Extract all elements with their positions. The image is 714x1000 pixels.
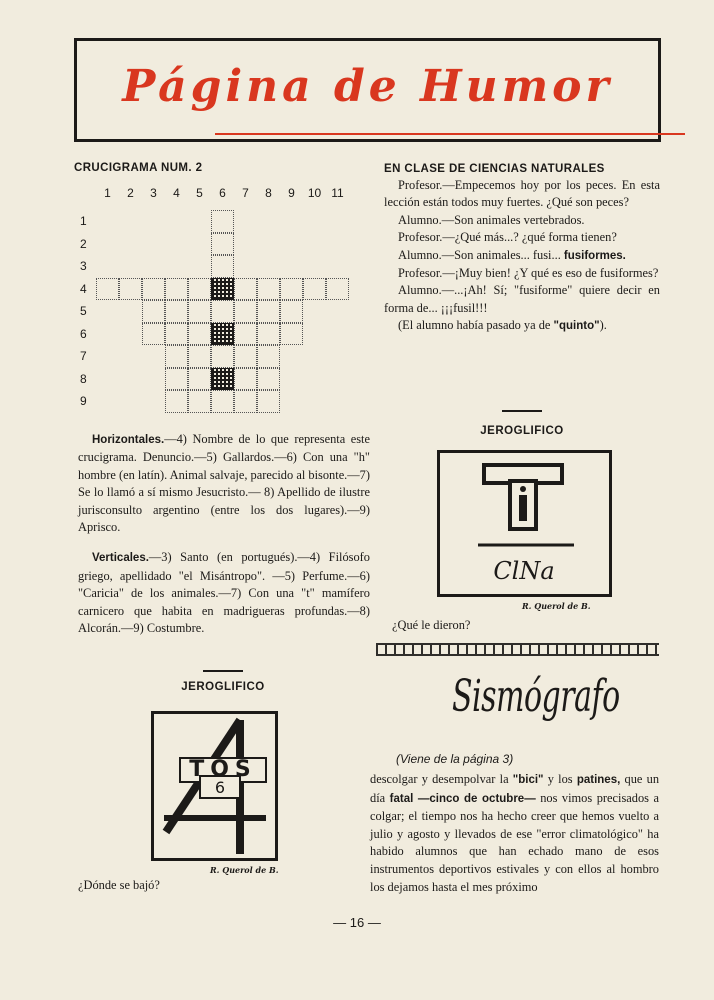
crossword-row-number: 8	[80, 371, 87, 386]
jeroglifico-left-heading: JEROGLIFICO	[181, 681, 265, 693]
crossword-column-number: 9	[288, 186, 295, 200]
crossword-clues	[78, 431, 370, 637]
crossword-cell	[211, 390, 234, 413]
crossword-row-number: 2	[80, 236, 87, 251]
crossword-black-cell	[211, 368, 234, 391]
crossword-cell	[234, 368, 257, 391]
signature-left: R. Querol de B.	[210, 865, 279, 875]
crossword-cell	[280, 300, 303, 323]
jeroglifico-right-heading: JEROGLIFICO	[480, 425, 564, 437]
horizontales-label: Horizontales.	[92, 434, 165, 446]
clase-p4-text: Alumno.—Son animales... fusi...	[398, 247, 564, 262]
sismo-t1: descolgar y desempolvar la	[370, 772, 513, 786]
sismo-t7: nos vimos precisados a colgar; el tiempo nos ha hecho creer que hemos vuelto a julio y agosto y llevados de ese "error climatológico" ha habido alumnos que han echado mano de esos instrumentos deportivos estivales y con ellos al hombro los dejamos hasta el mes próximo	[370, 790, 659, 894]
clna-text: ClNa	[493, 557, 555, 585]
jeroglifico-left-question: ¿Dónde se bajó?	[78, 878, 160, 892]
six-text: 6	[214, 778, 226, 797]
crossword-cell	[188, 368, 211, 391]
jeroglifico-left-drawing	[154, 714, 275, 858]
crossword-cell	[142, 323, 165, 346]
clase-p7-c: ).	[599, 318, 607, 333]
divider	[203, 670, 243, 672]
crossword-cell	[257, 368, 280, 391]
crossword-cell	[119, 278, 142, 301]
crossword-row-number: 7	[80, 349, 87, 363]
signature-right: R. Querol de B.	[522, 601, 591, 611]
crossword-black-cell	[211, 278, 234, 301]
crossword-cell	[326, 278, 349, 301]
crossword-cell	[303, 278, 326, 301]
crossword-column-number: 11	[331, 186, 344, 200]
clase-p4	[384, 247, 660, 265]
crossword-cell	[280, 278, 303, 301]
sismografo-body	[370, 771, 659, 896]
clase-p7-a: (El alumno había pasado ya de	[398, 318, 554, 333]
clase-p1: Profesor.—Empecemos hoy por los peces. En esta lección están todos muy fuertes. ¿Qué son peces?	[384, 178, 660, 210]
crossword-column-number: 2	[127, 186, 134, 200]
crossword-title: CRUCIGRAMA NUM. 2	[74, 162, 203, 174]
page-title: Página de Humor	[122, 61, 613, 112]
jeroglifico-left-box	[151, 711, 278, 861]
crossword-cell	[211, 255, 234, 278]
crossword-cell	[142, 300, 165, 323]
crossword-column-number: 7	[242, 186, 249, 200]
crossword-cell	[211, 345, 234, 368]
clase-section	[384, 163, 660, 336]
crossword-row-number: 9	[80, 394, 87, 408]
crossword-cell	[188, 300, 211, 323]
verticales-label: Verticales.	[92, 552, 149, 565]
crossword-column-number: 6	[219, 186, 226, 200]
crossword-column-number: 1	[104, 186, 111, 200]
crossword-cell	[234, 323, 257, 346]
jeroglifico-right-drawing	[440, 453, 609, 594]
crossword-cell	[234, 345, 257, 368]
verticales-text: —3) Santo (en portugués).—4) Filósofo griego, apellidado "el Misántropo". —5) Perfume.—6) "Caricia" de los animales.—7) Con una "t" mamífero carnicero que habita en madrigueras profundas.—8) Alcorán.—9) Costumbre.	[78, 550, 370, 636]
crossword-row-number: 1	[80, 214, 87, 228]
crossword-cell	[165, 323, 188, 346]
page-number: — 16 —	[333, 915, 381, 930]
crossword-column-number: 3	[150, 186, 157, 200]
quinto-word: "quinto"	[553, 320, 600, 333]
crossword-column-number: 8	[265, 186, 272, 200]
crossword-cell	[280, 323, 303, 346]
jeroglifico-right-question: ¿Qué le dieron?	[392, 618, 471, 632]
crossword-cell	[165, 278, 188, 301]
crossword-cell	[165, 300, 188, 323]
sismo-t3: y los	[543, 772, 577, 786]
crossword-cell	[188, 345, 211, 368]
crossword-column-number: 4	[173, 186, 180, 200]
crossword-cell	[142, 278, 165, 301]
crossword-cell	[96, 278, 119, 301]
crossword-column-number: 5	[196, 186, 203, 200]
crossword-cell	[234, 278, 257, 301]
clase-p7	[384, 317, 660, 335]
crossword-cell	[211, 210, 234, 233]
divider	[502, 410, 542, 412]
clase-p6: Alumno.—...¡Ah! Sí; "fusiforme" quiere decir en forma de... ¡¡¡fusil!!!	[384, 283, 660, 315]
patines-word: patines,	[576, 774, 621, 786]
sismografo-paragraph	[370, 771, 659, 896]
crossword-cell	[257, 390, 280, 413]
crossword-cell	[257, 323, 280, 346]
jeroglifico-left-section	[78, 670, 368, 693]
sismografo-title: Sismógrafo	[452, 672, 620, 723]
crossword-column-number: 10	[307, 186, 322, 200]
crossword-row-number: 6	[80, 326, 87, 341]
fusiformes-word: fusiformes.	[563, 249, 626, 262]
sismo-t5: que un día	[370, 772, 660, 805]
clase-p2: Alumno.—Son animales vertebrados.	[398, 212, 585, 227]
crossword-row-number: 5	[80, 304, 87, 318]
header-box	[74, 38, 661, 142]
greek-key-border	[376, 643, 659, 656]
crossword-black-cell	[211, 323, 234, 346]
horizontales-text: —4) Nombre de lo que representa este crucigrama. Denuncio.—5) Gallardos.—6) Con una "h" hombre (en latín). Animal salvaje, parecido al bisonte.—7) Se lo llamó a sí mismo Jesucristo.— 8) Apellido de ilustre jurisconsulto argentino (entre los dos lugares).—9) Aprisco.	[78, 432, 370, 535]
crossword-cell	[211, 300, 234, 323]
sismografo-subtitle: (Viene de la página 3)	[396, 752, 514, 766]
verticales-clues	[78, 549, 370, 637]
crossword-row-number: 3	[80, 259, 87, 273]
crossword-cell	[165, 390, 188, 413]
crossword-cell	[257, 300, 280, 323]
title-underline	[215, 133, 685, 135]
crossword-cell	[188, 390, 211, 413]
crossword-row-number: 4	[80, 281, 87, 296]
jeroglifico-right-section	[384, 410, 660, 437]
crossword-cell	[257, 345, 280, 368]
clase-heading: EN CLASE DE CIENCIAS NATURALES	[384, 163, 605, 175]
crossword-cell	[165, 345, 188, 368]
clase-p5: Profesor.—¡Muy bien! ¿Y qué es eso de fusiformes?	[398, 266, 659, 281]
crossword-grid	[78, 186, 368, 426]
bici-word: "bici"	[512, 774, 544, 786]
crossword-cell	[188, 323, 211, 346]
clase-p3: Profesor.—¿Qué más...? ¿qué forma tienen?	[398, 230, 617, 245]
crossword-cell	[234, 390, 257, 413]
crossword-cell	[234, 300, 257, 323]
crossword-cell	[188, 278, 211, 301]
fatal-phrase: fatal —cinco de octubre—	[389, 792, 536, 805]
tos-text: TOS	[189, 757, 257, 782]
horizontales-clues	[78, 431, 370, 536]
jeroglifico-right-box	[437, 450, 612, 597]
crossword-cell	[257, 278, 280, 301]
crossword-cell	[211, 233, 234, 256]
crossword-cell	[165, 368, 188, 391]
